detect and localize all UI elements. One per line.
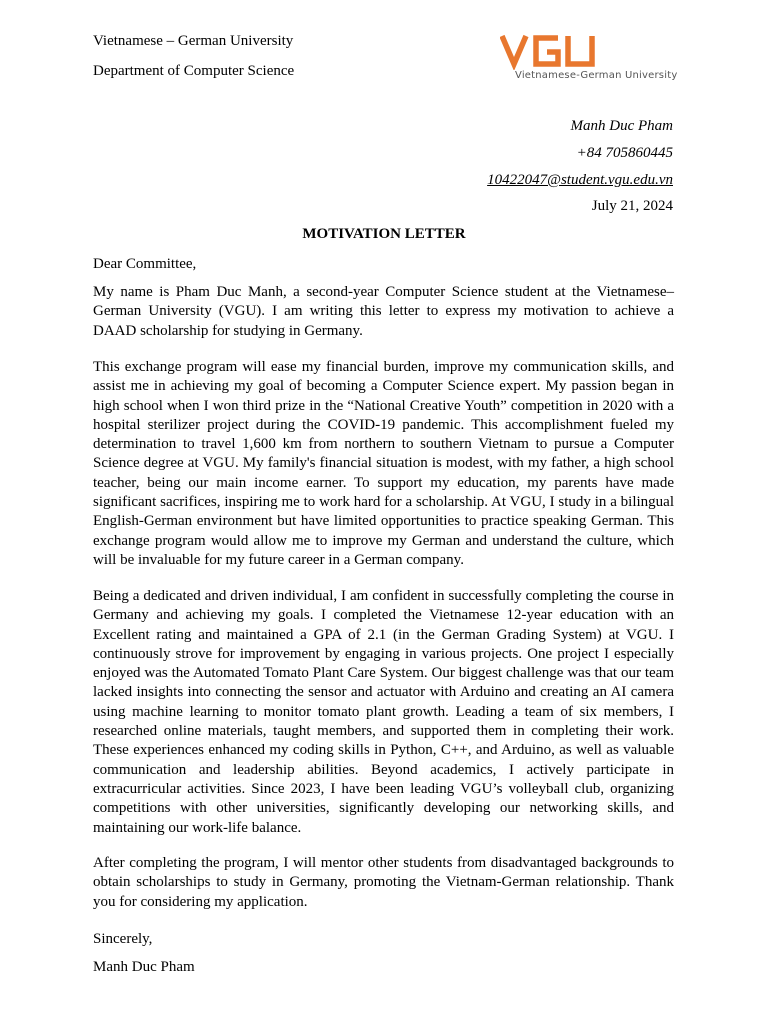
- department-name: Department of Computer Science: [93, 63, 295, 79]
- logo-subtitle: Vietnamese-German University: [515, 70, 678, 81]
- university-name: Vietnamese – German University: [93, 33, 294, 49]
- paragraph-qualifications: Being a dedicated and driven individual, I am confident in successfully completing the course in Germany and achieving my goals. I completed the Vietnamese 12-year education with an Excellent rating and maintained a GPA of 2.1 (in the German Grading System) at VGU. I continuously strove for improvement by engaging in various projects. One project I especially enjoyed was the Automated Tomato Plant Care System. Our biggest challenge was that our team lacked insights into connecting the sensor and actuator with Arduino and creating an AI camera using machine learning to monitor tomato plant growth. Leading a team of six members, I researched online materials, taught members, and supported them in completing their work. These experiences enhanced my coding skills in Python, C++, and Arduino, as well as valuable communication and leadership abilities. Beyond academics, I actively participate in extracurricular activities. Since 2023, I have been leading VGU’s volleyball club, organizing competitions with other universities, significantly developing our networking skills, and maintaining our work-life balance.: [93, 588, 674, 836]
- paragraph-motivation: This exchange program will ease my financial burden, improve my communication skills, and assist me in achieving my goal of becoming a Computer Science expert. My passion began in high school when I won third prize in the “National Creative Youth” competition in 2020 with a hospital sterilizer project during the COVID-19 pandemic. This accomplishment fueled my determination to travel 1,600 km from northern to southern Vietnam to pursue a Computer Science degree at VGU. My family's financial situation is modest, with my father, a high school teacher, being our main income earner. To support my education, my parents have made significant sacrifices, inspiring me to work hard for a scholarship. At VGU, I study in a bilingual English-German environment but have limited opportunities to practice speaking German. This exchange program would allow me to improve my German and understand the culture, which will be invaluable for my future career in a German company.: [93, 359, 674, 568]
- sender-name: Manh Duc Pham: [570, 118, 673, 134]
- sender-phone: +84 705860445: [576, 145, 673, 161]
- signature-name: Manh Duc Pham: [93, 959, 195, 975]
- salutation: Dear Committee,: [93, 256, 197, 272]
- closing-phrase: Sincerely,: [93, 931, 153, 947]
- letter-title: MOTIVATION LETTER: [302, 226, 466, 242]
- vgu-logo: [500, 34, 680, 86]
- paragraph-closing: After completing the program, I will mentor other students from disadvantaged backgrounds to obtain scholarships to study in Germany, promoting the Vietnam-German relationship. Thank you for considering my application.: [93, 855, 674, 910]
- paragraph-intro: My name is Pham Duc Manh, a second-year Computer Science student at the Vietnamese–German University (VGU). I am writing this letter to express my motivation to achieve a DAAD scholarship for studying in Germany.: [93, 284, 674, 339]
- letter-date: July 21, 2024: [591, 198, 673, 214]
- vgu-logo-mark: [500, 34, 600, 70]
- sender-email-link[interactable]: 10422047@student.vgu.edu.vn: [487, 172, 673, 188]
